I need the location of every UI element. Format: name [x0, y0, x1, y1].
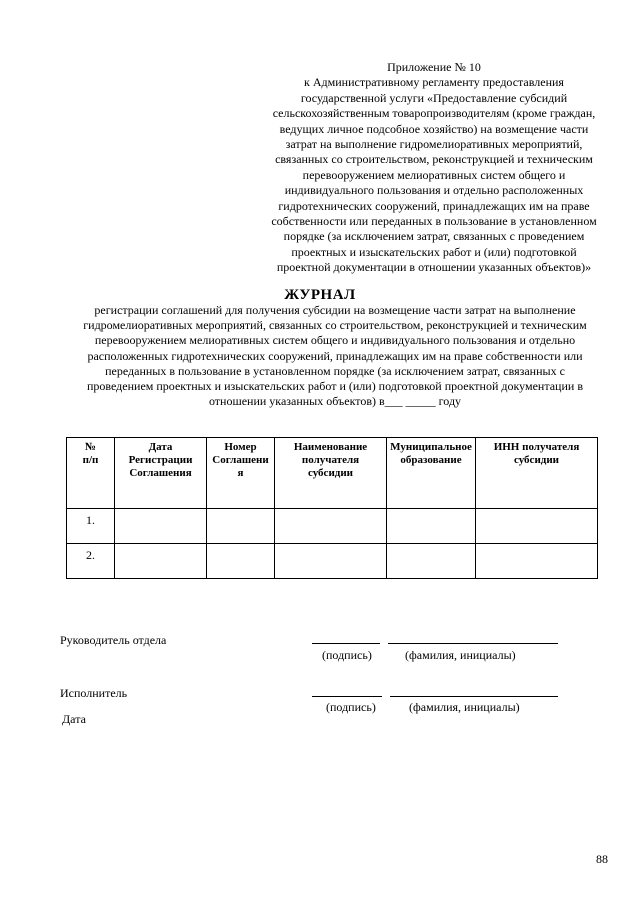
annex-line: перевооружением мелиоративных систем общего и	[302, 167, 566, 182]
executor-signature-line[interactable]	[312, 696, 382, 697]
table-cell[interactable]	[207, 544, 275, 579]
subtitle-line: отношении указанных объектов) в___ _____ году	[208, 394, 462, 409]
annex-line: проектных и изыскательских работ и (или) подготовкой	[291, 244, 577, 259]
date-label: Дата	[62, 712, 86, 726]
head-name-line[interactable]	[388, 643, 558, 644]
table-cell[interactable]	[275, 509, 387, 544]
header-recipient-inn: ИНН получателя субсидии	[476, 438, 598, 509]
annex-line: порядке (за исключением затрат, связанных с проведением	[283, 229, 585, 244]
header-agreement-number: Номер Соглашени я	[207, 438, 275, 509]
header-recipient-name: Наименование получателя субсидии	[275, 438, 387, 509]
table-cell[interactable]	[387, 509, 476, 544]
annex-line: Приложение № 10	[387, 60, 481, 74]
table-cell[interactable]	[115, 509, 207, 544]
annex-line: ведущих личное подсобное хозяйство) на возмещение части	[279, 121, 589, 136]
page-number: 88	[596, 852, 608, 866]
annex-line: индивидуального пользования и отдельно расположенных	[284, 183, 584, 198]
annex-line: проектной документации в отношении указанных объектов)»	[276, 260, 592, 275]
subtitle-line: перевооружением мелиоративных систем общего и индивидуального пользования и отдельно	[94, 333, 576, 348]
subtitle-line: гидромелиоративных мероприятий, связанных со строительством, реконструкцией и техническим	[83, 318, 587, 333]
head-name-caption: (фамилия, инициалы)	[405, 648, 516, 662]
executor-signature-caption: (подпись)	[326, 700, 376, 714]
header-municipality: Муниципальное образование	[387, 438, 476, 509]
subtitle-line: переданных в пользование в установленном порядке (за исключением затрат, связанных с	[105, 363, 565, 378]
table-cell[interactable]	[275, 544, 387, 579]
header-registration-date: Дата Регистрации Соглашения	[115, 438, 207, 509]
annex-line: связанных со строительством, реконструкцией и техническим	[275, 152, 593, 167]
table-cell[interactable]	[387, 544, 476, 579]
annex-line: к Административному регламенту предоставления	[304, 75, 564, 90]
table-header-row	[67, 438, 598, 509]
journal-table	[66, 437, 598, 579]
table-cell[interactable]	[476, 544, 598, 579]
subtitle-line: регистрации соглашений для получения субсидии на возмещение части затрат на выполнение	[94, 303, 576, 317]
executor-name-line[interactable]	[390, 696, 558, 697]
executor-name-caption: (фамилия, инициалы)	[409, 700, 520, 714]
head-signature-caption: (подпись)	[322, 648, 372, 662]
table-row	[67, 544, 598, 579]
annex-line: гидротехнических сооружений, принадлежащих им на праве	[278, 198, 590, 213]
head-signature-line[interactable]	[312, 643, 380, 644]
table-cell[interactable]	[476, 509, 598, 544]
journal-subtitle	[40, 303, 630, 409]
table-cell[interactable]	[207, 509, 275, 544]
journal-title: ЖУРНАЛ	[284, 287, 356, 303]
annex-line: сельскохозяйственным товаропроизводителям (кроме граждан,	[272, 106, 596, 121]
executor-label: Исполнитель	[60, 686, 128, 700]
annex-line: затрат на выполнение гидромелиоративных мероприятий,	[285, 137, 583, 152]
annex-header	[248, 60, 620, 276]
table-cell[interactable]	[115, 544, 207, 579]
subtitle-line: расположенных гидротехнических сооружений, принадлежащих им на праве собственности или	[87, 348, 583, 363]
annex-line: собственности или переданных в пользование в установленном	[271, 214, 597, 229]
head-of-department-label: Руководитель отдела	[60, 633, 167, 647]
annex-line: государственной услуги «Предоставление субсидий	[300, 90, 568, 105]
table-row	[67, 509, 598, 544]
row-number: 2.	[67, 544, 115, 579]
row-number: 1.	[67, 509, 115, 544]
header-number: № п/п	[67, 438, 115, 509]
subtitle-line: проведением проектных и изыскательских работ и (или) подготовкой проектной документации в	[87, 379, 583, 394]
